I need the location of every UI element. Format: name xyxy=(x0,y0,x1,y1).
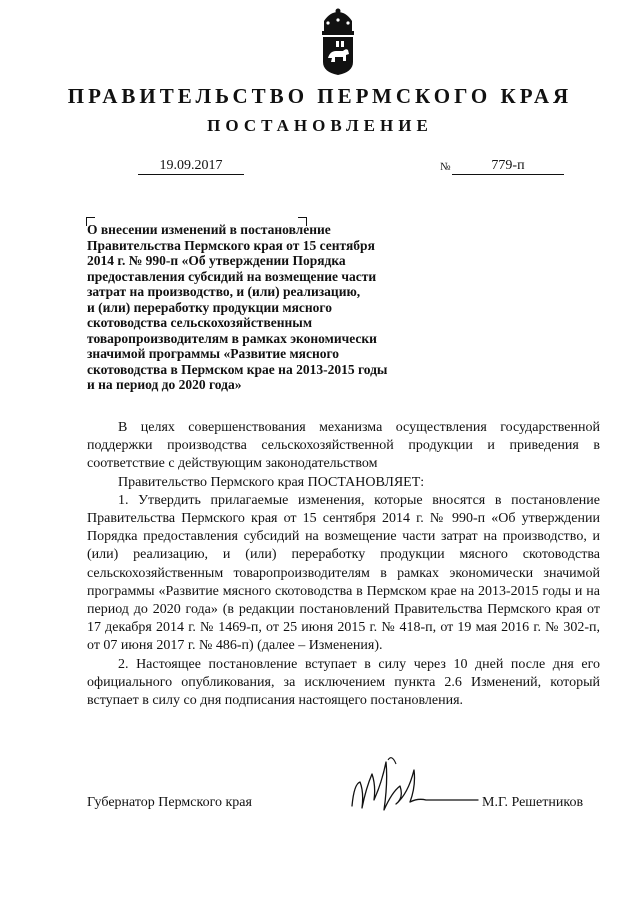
document-number: 779-п xyxy=(452,157,564,175)
document-date: 19.09.2017 xyxy=(138,157,244,175)
decree-paragraph: Правительство Пермского края ПОСТАНОВЛЯЕТ: xyxy=(118,474,425,490)
signer-name: М.Г. Решетников xyxy=(482,795,584,810)
handwritten-signature-icon xyxy=(330,752,480,822)
document-subject xyxy=(87,222,447,393)
subject-line: скотоводства в Пермском крае на 2013-2015 годы xyxy=(87,361,388,377)
coat-of-arms-icon xyxy=(316,8,360,76)
subject-line: значимой программы «Развитие мясного xyxy=(87,346,340,361)
subject-line: предоставления субсидий на возмещение части xyxy=(87,268,377,284)
document-type: ПОСТАНОВЛЕНИЕ xyxy=(207,116,433,135)
item-1-paragraph: 1. Утвердить прилагаемые изменения, которые вносятся в постановление Правительства Пермского края от 15 сентября 2014 г. № 990-п «Об утверждении Порядка предоставления субсидий на возмещение части затрат на производство, и (или) реализацию, и (или) переработку продукции мясного скотоводства сельскохозяйственным товаропроизводителям в рамках экономически значимой программы «Развитие мясного скотоводства в Пермском крае на 2013-2015 годы и на период до 2020 года» (в редакции постановлений Правительства Пермского края от 17 декабря 2014 г. № 1469-п, от 25 июня 2015 г. № 418-п, от 19 мая 2016 г. № 302-п, от 07 июня 2017 г. № 486-п) (далее – Изменения). xyxy=(87,492,600,654)
preamble-paragraph: В целях совершенствования механизма осуществления государственной поддержки производства сельскохозяйственной продукции и приведения в соответствие с действующим законодательством xyxy=(87,420,600,472)
subject-line: и (или) переработку продукции мясного xyxy=(87,299,332,315)
subject-line: и на период до 2020 года» xyxy=(87,377,242,392)
signer-title: Губернатор Пермского края xyxy=(87,795,252,810)
subject-line: скотоводства сельскохозяйственным xyxy=(87,315,313,330)
subject-line: Правительства Пермского края от 15 сентября xyxy=(87,237,375,253)
subject-line: затрат на производство, и (или) реализацию, xyxy=(87,284,361,299)
government-title: ПРАВИТЕЛЬСТВО ПЕРМСКОГО КРАЯ xyxy=(67,84,573,108)
item-2-paragraph: 2. Настоящее постановление вступает в силу через 10 дней после дня его официального опубликования, за исключением пункта 2.6 Изменений, который вступает в силу со дня подписания настоящего постановления. xyxy=(87,656,600,709)
number-sign: № xyxy=(440,161,451,173)
subject-line: товаропроизводителям в рамках экономически xyxy=(87,330,377,346)
document-body xyxy=(87,419,600,710)
subject-line: О внесении изменений в постановление xyxy=(87,222,331,237)
subject-line: 2014 г. № 990-п «Об утверждении Порядка xyxy=(87,253,346,268)
